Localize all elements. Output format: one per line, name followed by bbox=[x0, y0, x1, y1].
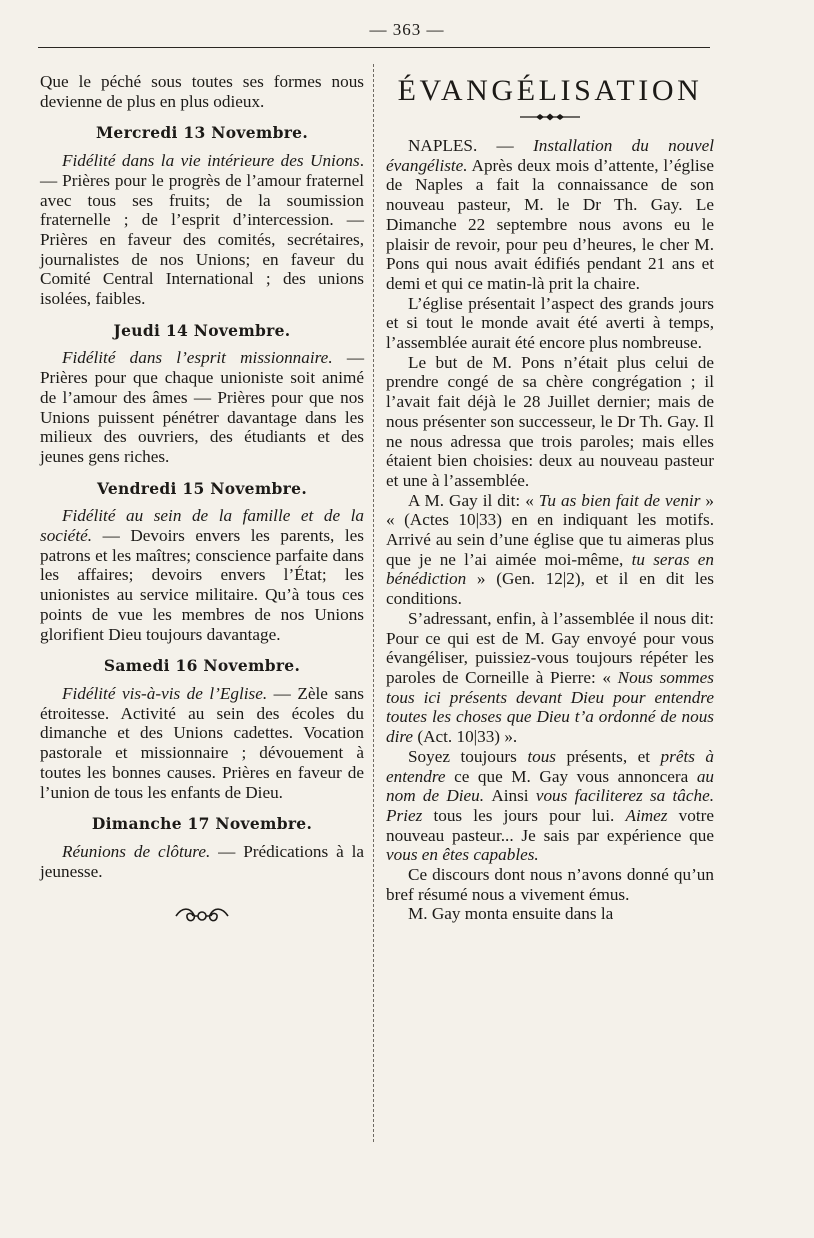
right-column bbox=[386, 72, 714, 924]
day-heading-jeudi: Jeudi 14 Novembre. bbox=[113, 320, 291, 340]
article-paragraph-6 bbox=[386, 747, 714, 865]
emphasis-run: Aimez bbox=[625, 805, 668, 825]
text-run: tous les jours pour lui. bbox=[422, 805, 626, 825]
article-paragraph-7: Ce discours dont nous n’avons donné qu’un bref résumé nous a vivement émus. bbox=[386, 865, 714, 904]
text-run: Ainsi bbox=[491, 786, 536, 806]
day-theme: Fidélité vis-à-vis de l’Eglise. bbox=[62, 683, 268, 703]
text-run: votre nouveau pasteur... Je sais par expérience que bbox=[386, 805, 714, 845]
day-text: — Prédications à la jeunesse. bbox=[40, 841, 364, 881]
opening-paragraph: Que le péché sous toutes ses formes nous devienne de plus en plus odieux. bbox=[40, 72, 364, 111]
day-text: — Prières pour que chaque unioniste soit animé de l’amour des âmes — Prières pour que nos Unions puissent pénétrer davantage dans les milieux des ouvriers, des étudiants et des jeunes gens riches. bbox=[40, 348, 365, 466]
day-paragraph-dimanche bbox=[40, 842, 364, 881]
text-run: ce que M. Gay vous annoncera bbox=[445, 766, 697, 786]
article-paragraph-5 bbox=[386, 609, 714, 747]
paragraph-text: Après deux mois d’attente, l’église de Naples a fait la connaissance de son nouveau pasteur, M. le Dr Th. Gay. Le Dimanche 22 septembre nous avons eu le plaisir de revoir, pour peu d’heures, le cher M. Pons qui nous avait édifiés pendant 21 ans et demi et qui ce matin-là prit la chaire. bbox=[386, 155, 714, 293]
fleuron-ornament bbox=[172, 903, 232, 929]
day-theme: Fidélité dans l’esprit missionnaire. bbox=[62, 348, 333, 368]
day-heading-vendredi: Vendredi 15 Novembre. bbox=[96, 478, 308, 498]
article-paragraph-1 bbox=[386, 136, 714, 294]
emphasis-run: tous bbox=[527, 746, 556, 766]
quote-run: Tu as bien fait de venir bbox=[538, 490, 701, 510]
text-run: » (Gen. 12|2), et il en dit les conditions. bbox=[386, 569, 714, 609]
text-run: A M. Gay il dit: « bbox=[408, 490, 539, 510]
day-text: . — Prières pour le progrès de l’amour fraternel avec tous ses fruits; de la soumission fraternelle ; de l’esprit d’intercession. — Prières en faveur des comités, secrétaires, journalistes de nos Unions; en faveur du Comité Central International ; des unions isolées, faibles. bbox=[40, 151, 364, 309]
quote-run: Nous sommes tous ici présents devant Dieu pour entendre toutes les choses que Dieu t’a ordonné de nous dire bbox=[386, 667, 714, 747]
emphasis-run: prêts à entendre bbox=[386, 746, 714, 786]
article-paragraph-4 bbox=[386, 491, 714, 609]
header-rule bbox=[38, 47, 710, 48]
day-heading-samedi: Samedi 16 Novembre. bbox=[103, 656, 301, 676]
page-number: — 363 — bbox=[369, 20, 445, 39]
text-run: Soyez toujours bbox=[408, 746, 528, 766]
emphasis-run: au nom de Dieu. bbox=[386, 766, 714, 806]
place-lead: NAPLES. — bbox=[408, 136, 534, 155]
day-text: — Zèle sans étroitesse. Activité au sein des écoles du dimanche et des Unions cadettes. Vocation pastorale et missionnaire ; dévouement à toutes les bonnes causes. Prières en faveur de l’union de tous les enfants de Dieu. bbox=[40, 683, 364, 802]
text-run: (Act. 10|33) ». bbox=[413, 727, 518, 747]
day-paragraph-jeudi bbox=[40, 348, 364, 466]
day-heading-dimanche: Dimanche 17 Novembre. bbox=[91, 814, 313, 834]
day-theme: Fidélité dans la vie intérieure des Unions bbox=[62, 151, 360, 171]
quote-run: tu seras en bénédiction bbox=[386, 549, 714, 589]
text-run: présents, et bbox=[556, 746, 661, 766]
section-title: ÉVANGÉLISATION bbox=[397, 74, 703, 107]
article-paragraph-2: L’église présentait l’aspect des grands jours et si tout le monde avait été averti à temps, l’assemblée aurait été encore plus nombreuse. bbox=[386, 293, 714, 353]
article-paragraph-8: M. Gay monta ensuite dans la bbox=[408, 904, 614, 924]
text-run: » « (Actes 10|33) en en indiquant les motifs. Arrivé au sein d’une église que tu aimeras plus que je ne l’ai aimée moi-même, bbox=[386, 490, 714, 569]
article-subtitle: Installation du nouvel évangéliste. bbox=[386, 136, 714, 175]
day-theme: Fidélité au sein de la famille et de la société. bbox=[40, 506, 364, 546]
emphasis-run: vous en êtes capables. bbox=[386, 845, 539, 865]
column-divider bbox=[373, 64, 374, 1142]
day-text: — Devoirs envers les parents, les patrons et les maîtres; conscience parfaite dans les affaires; devoirs envers l’État; les unionistes au service militaire. Qu’à tous ces points de vue les membres de nos Unions glorifient Dieu toujours davantage. bbox=[40, 526, 364, 644]
article-paragraph-3: Le but de M. Pons n’était plus celui de prendre congé de sa chère congrégation ; il l’avait fait déjà le 28 Juillet dernier; mais de nous présenter son successeur, le Dr Th. Gay. Il ne nous adressa que trois paroles; mais elles étaient bien choisies: deux au nouveau pasteur et une à l’assemblée. bbox=[386, 352, 714, 490]
day-paragraph-vendredi bbox=[40, 506, 364, 644]
day-paragraph-mercredi bbox=[40, 151, 364, 309]
left-column bbox=[40, 72, 364, 929]
day-heading-mercredi: Mercredi 13 Novembre. bbox=[95, 123, 309, 143]
day-paragraph-samedi bbox=[40, 684, 364, 802]
emphasis-run: vous faciliterez sa tâche. Priez bbox=[386, 786, 715, 825]
text-run: S’adressant, enfin, à l’assemblée il nous dit: Pour ce qui est de M. Gay envoyé pour vous évangéliser, puissiez-vous toujours répéter les paroles de Corneille à Pierre: « bbox=[386, 608, 714, 687]
title-ornament-rule bbox=[518, 112, 582, 122]
day-theme: Réunions de clôture. bbox=[62, 841, 211, 861]
